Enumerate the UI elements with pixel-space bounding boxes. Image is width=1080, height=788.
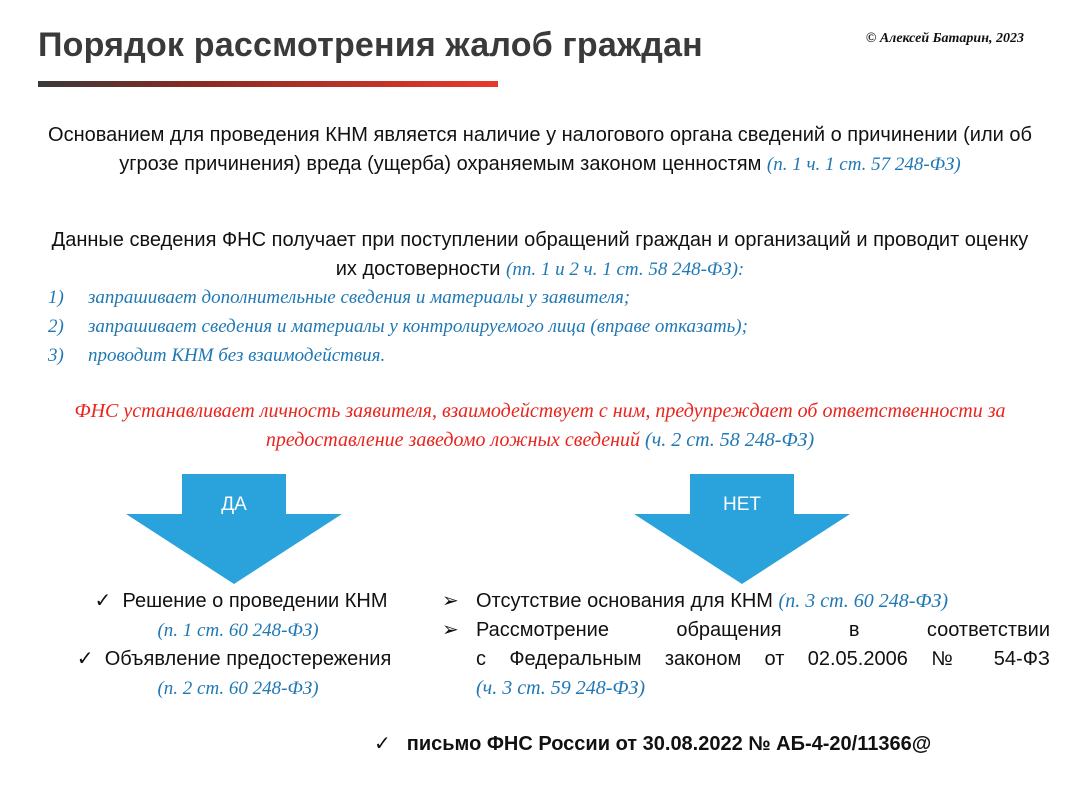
list-item xyxy=(48,341,748,370)
no-arrow xyxy=(634,474,850,584)
sources-citation: (пп. 1 и 2 ч. 1 ст. 58 248-ФЗ): xyxy=(506,259,745,280)
list-item xyxy=(442,587,1050,616)
outcome-text: Отсутствие основания для КНМ xyxy=(476,590,773,612)
sources-paragraph xyxy=(40,226,1040,284)
arrowhead-bullet-icon: ➢ xyxy=(442,590,459,612)
actions-list xyxy=(48,283,748,370)
outcome-text: Объявление предостережения xyxy=(104,648,392,670)
warning-text: ФНС устанавливает личность заявителя, взаимодействует с ним, предупреждает об ответственности за предоставление заведомо ложных сведений xyxy=(74,400,1006,451)
checkmark-icon: ✓ xyxy=(374,733,391,755)
sources-text: Данные сведения ФНС получает при поступлении обращений граждан и организаций и проводит оценку их достоверности xyxy=(51,229,1029,280)
list-text: запрашивает сведения и материалы у контролируемого лица (вправе отказать); xyxy=(88,316,748,337)
outcome-citation: (п. 3 ст. 60 248-ФЗ) xyxy=(778,590,949,612)
basis-paragraph xyxy=(40,121,1040,179)
footer-text: письмо ФНС России от 30.08.2022 № АБ-4-20/11366@ xyxy=(406,733,932,755)
no-outcomes xyxy=(442,587,1050,703)
list-item xyxy=(442,616,1050,645)
no-label: НЕТ xyxy=(723,494,761,515)
yes-arrow xyxy=(126,474,342,584)
list-item xyxy=(44,645,424,674)
list-text: запрашивает дополнительные сведения и материалы у заявителя; xyxy=(88,287,631,308)
checkmark-icon: ✓ xyxy=(94,590,112,612)
yes-label: ДА xyxy=(221,494,247,515)
outcome-text: Решение о проведении КНМ xyxy=(122,590,388,612)
page-title: Порядок рассмотрения жалоб граждан xyxy=(38,26,703,64)
outcome-text: Рассмотрение обращения в соответствии xyxy=(476,619,1050,641)
list-text: проводит КНМ без взаимодействия. xyxy=(88,345,386,366)
yes-outcomes xyxy=(44,587,424,703)
list-item xyxy=(48,312,748,341)
copyright: © Алексей Батарин, 2023 xyxy=(865,31,1024,46)
list-number: 3) xyxy=(48,345,64,366)
list-number: 1) xyxy=(48,287,64,308)
basis-citation: (п. 1 ч. 1 ст. 57 248-ФЗ) xyxy=(766,154,961,175)
arrowhead-bullet-icon: ➢ xyxy=(442,619,459,641)
list-item xyxy=(48,283,748,312)
list-number: 2) xyxy=(48,316,64,337)
down-arrow-icon xyxy=(634,474,850,584)
list-item xyxy=(44,587,424,616)
checkmark-icon: ✓ xyxy=(76,648,94,670)
outcome-line xyxy=(476,587,948,616)
title-underline xyxy=(38,81,498,87)
warning-citation: (ч. 2 ст. 58 248-ФЗ) xyxy=(645,429,815,451)
outcome-citation: (ч. 3 ст. 59 248-ФЗ) xyxy=(476,677,646,699)
warning-paragraph xyxy=(60,397,1020,455)
outcome-citation: (п. 1 ст. 60 248-ФЗ) xyxy=(157,620,319,641)
down-arrow-icon xyxy=(126,474,342,584)
footer-reference xyxy=(374,731,931,756)
outcome-citation: (п. 2 ст. 60 248-ФЗ) xyxy=(157,678,319,699)
basis-text: Основанием для проведения КНМ является наличие у налогового органа сведений о причинении (или об угрозе причинения) вреда (ущерба) охраняемым законом ценностям xyxy=(48,124,1032,175)
outcome-text-continued: с Федеральным законом от 02.05.2006 № 54-ФЗ xyxy=(476,648,1050,670)
